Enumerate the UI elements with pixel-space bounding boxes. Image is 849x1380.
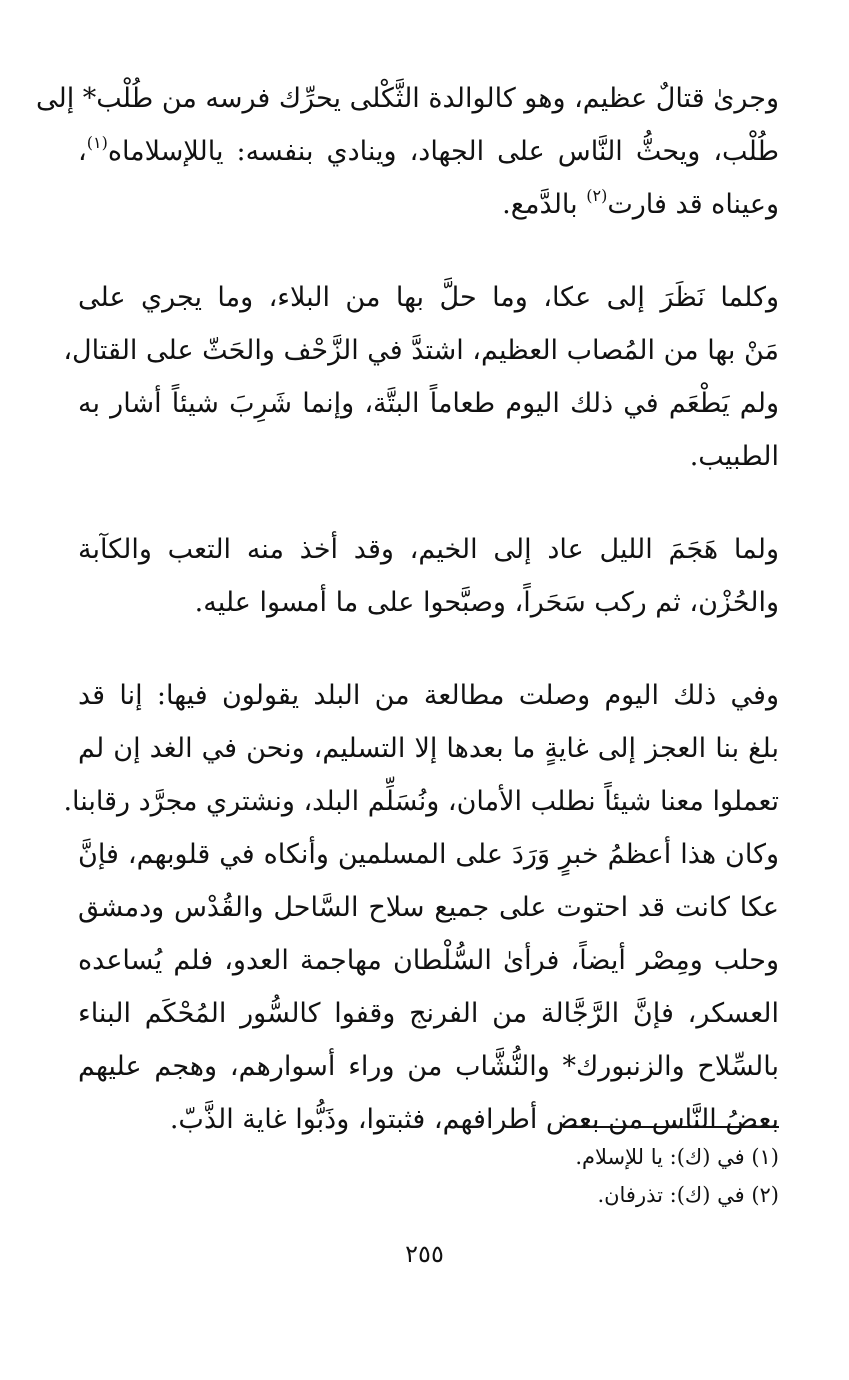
text-line: العسكر، فإنَّ الرَّجَّالة من الفرنج وقفوا كالسُّور المُحْكَم البناء	[78, 998, 779, 1029]
text-line: بالسِّلاح والزنبورك* والنُّشَّاب من وراء أسوارهم، وهجم عليهم	[78, 1051, 779, 1082]
footnote-1: (١) في (ك): يا للإسلام.	[575, 1145, 779, 1169]
paragraph-2	[63, 271, 779, 483]
text-line: بلغ بنا العجز إلى غايةٍ ما بعدها إلا التسليم، ونحن في الغد إن لم	[78, 733, 779, 764]
footnote-separator	[567, 1126, 779, 1128]
text-line: ولم يَطْعَم في ذلك اليوم طعاماً البتَّة، وإنما شَرِبَ شيئاً أشار به	[78, 388, 779, 419]
text-line: وكلما نَظَرَ إلى عكا، وما حلَّ بها من البلاء، وما يجري على	[78, 282, 779, 313]
text-line: والحُزْن، ثم ركب سَحَراً، وصبَّحوا على ما أمسوا عليه.	[194, 587, 779, 618]
text-line: وكان هذا أعظمُ خبرٍ وَرَدَ على المسلمين وأنكاه في قلوبهم، فإنَّ	[78, 839, 779, 870]
paragraph-1	[35, 72, 779, 231]
text-line: بعضُ النَّاس من بعض أطرافهم، فثبتوا، وذَبُّوا غاية الذَّبّ.	[169, 1104, 779, 1135]
text-segment: ،	[78, 136, 87, 167]
text-line: ولما هَجَمَ الليل عاد إلى الخيم، وقد أخذ منه التعب والكآبة	[78, 534, 779, 565]
text-line: عكا كانت قد احتوت على جميع سلاح السَّاحل والقُدْس ودمشق	[78, 892, 779, 923]
text-line	[78, 125, 779, 178]
text-line: الطبيب.	[689, 441, 779, 472]
footnote-2: (٢) في (ك): تذرفان.	[597, 1183, 779, 1207]
page-number: ٢٥٥	[405, 1240, 444, 1268]
text-line: مَنْ بها من المُصاب العظيم، اشتدَّ في الزَّحْف والحَثّ على القتال،	[63, 335, 779, 366]
footnote-ref-1: (١)	[86, 133, 108, 152]
text-line: تعملوا معنا شيئاً نطلب الأمان، ونُسَلِّم البلد، ونشتري مجرَّد رقابنا.	[63, 786, 779, 817]
paragraph-4	[63, 669, 779, 1146]
text-segment: طُلْب، ويحثُّ النَّاس على الجهاد، وينادي بنفسه: ياللإسلاماه	[107, 136, 779, 167]
text-line: وجرىٰ قتالٌ عظيم، وهو كالوالدة الثَّكْلى يحرِّك فرسه من طُلْب* إلى	[35, 83, 779, 114]
text-segment: بالدَّمع.	[502, 189, 587, 220]
text-line	[78, 178, 779, 231]
footnotes	[575, 1138, 779, 1214]
text-line: وحلب ومِصْر أيضاً، فرأىٰ السُّلْطان مهاجمة العدو، فلم يُساعده	[78, 945, 779, 976]
paragraph-3	[78, 523, 779, 629]
text-line: وفي ذلك اليوم وصلت مطالعة من البلد يقولون فيها: إنا قد	[78, 680, 779, 711]
text-segment: وعيناه قد فارت	[607, 189, 779, 220]
footnote-ref-2: (٢)	[586, 186, 608, 205]
